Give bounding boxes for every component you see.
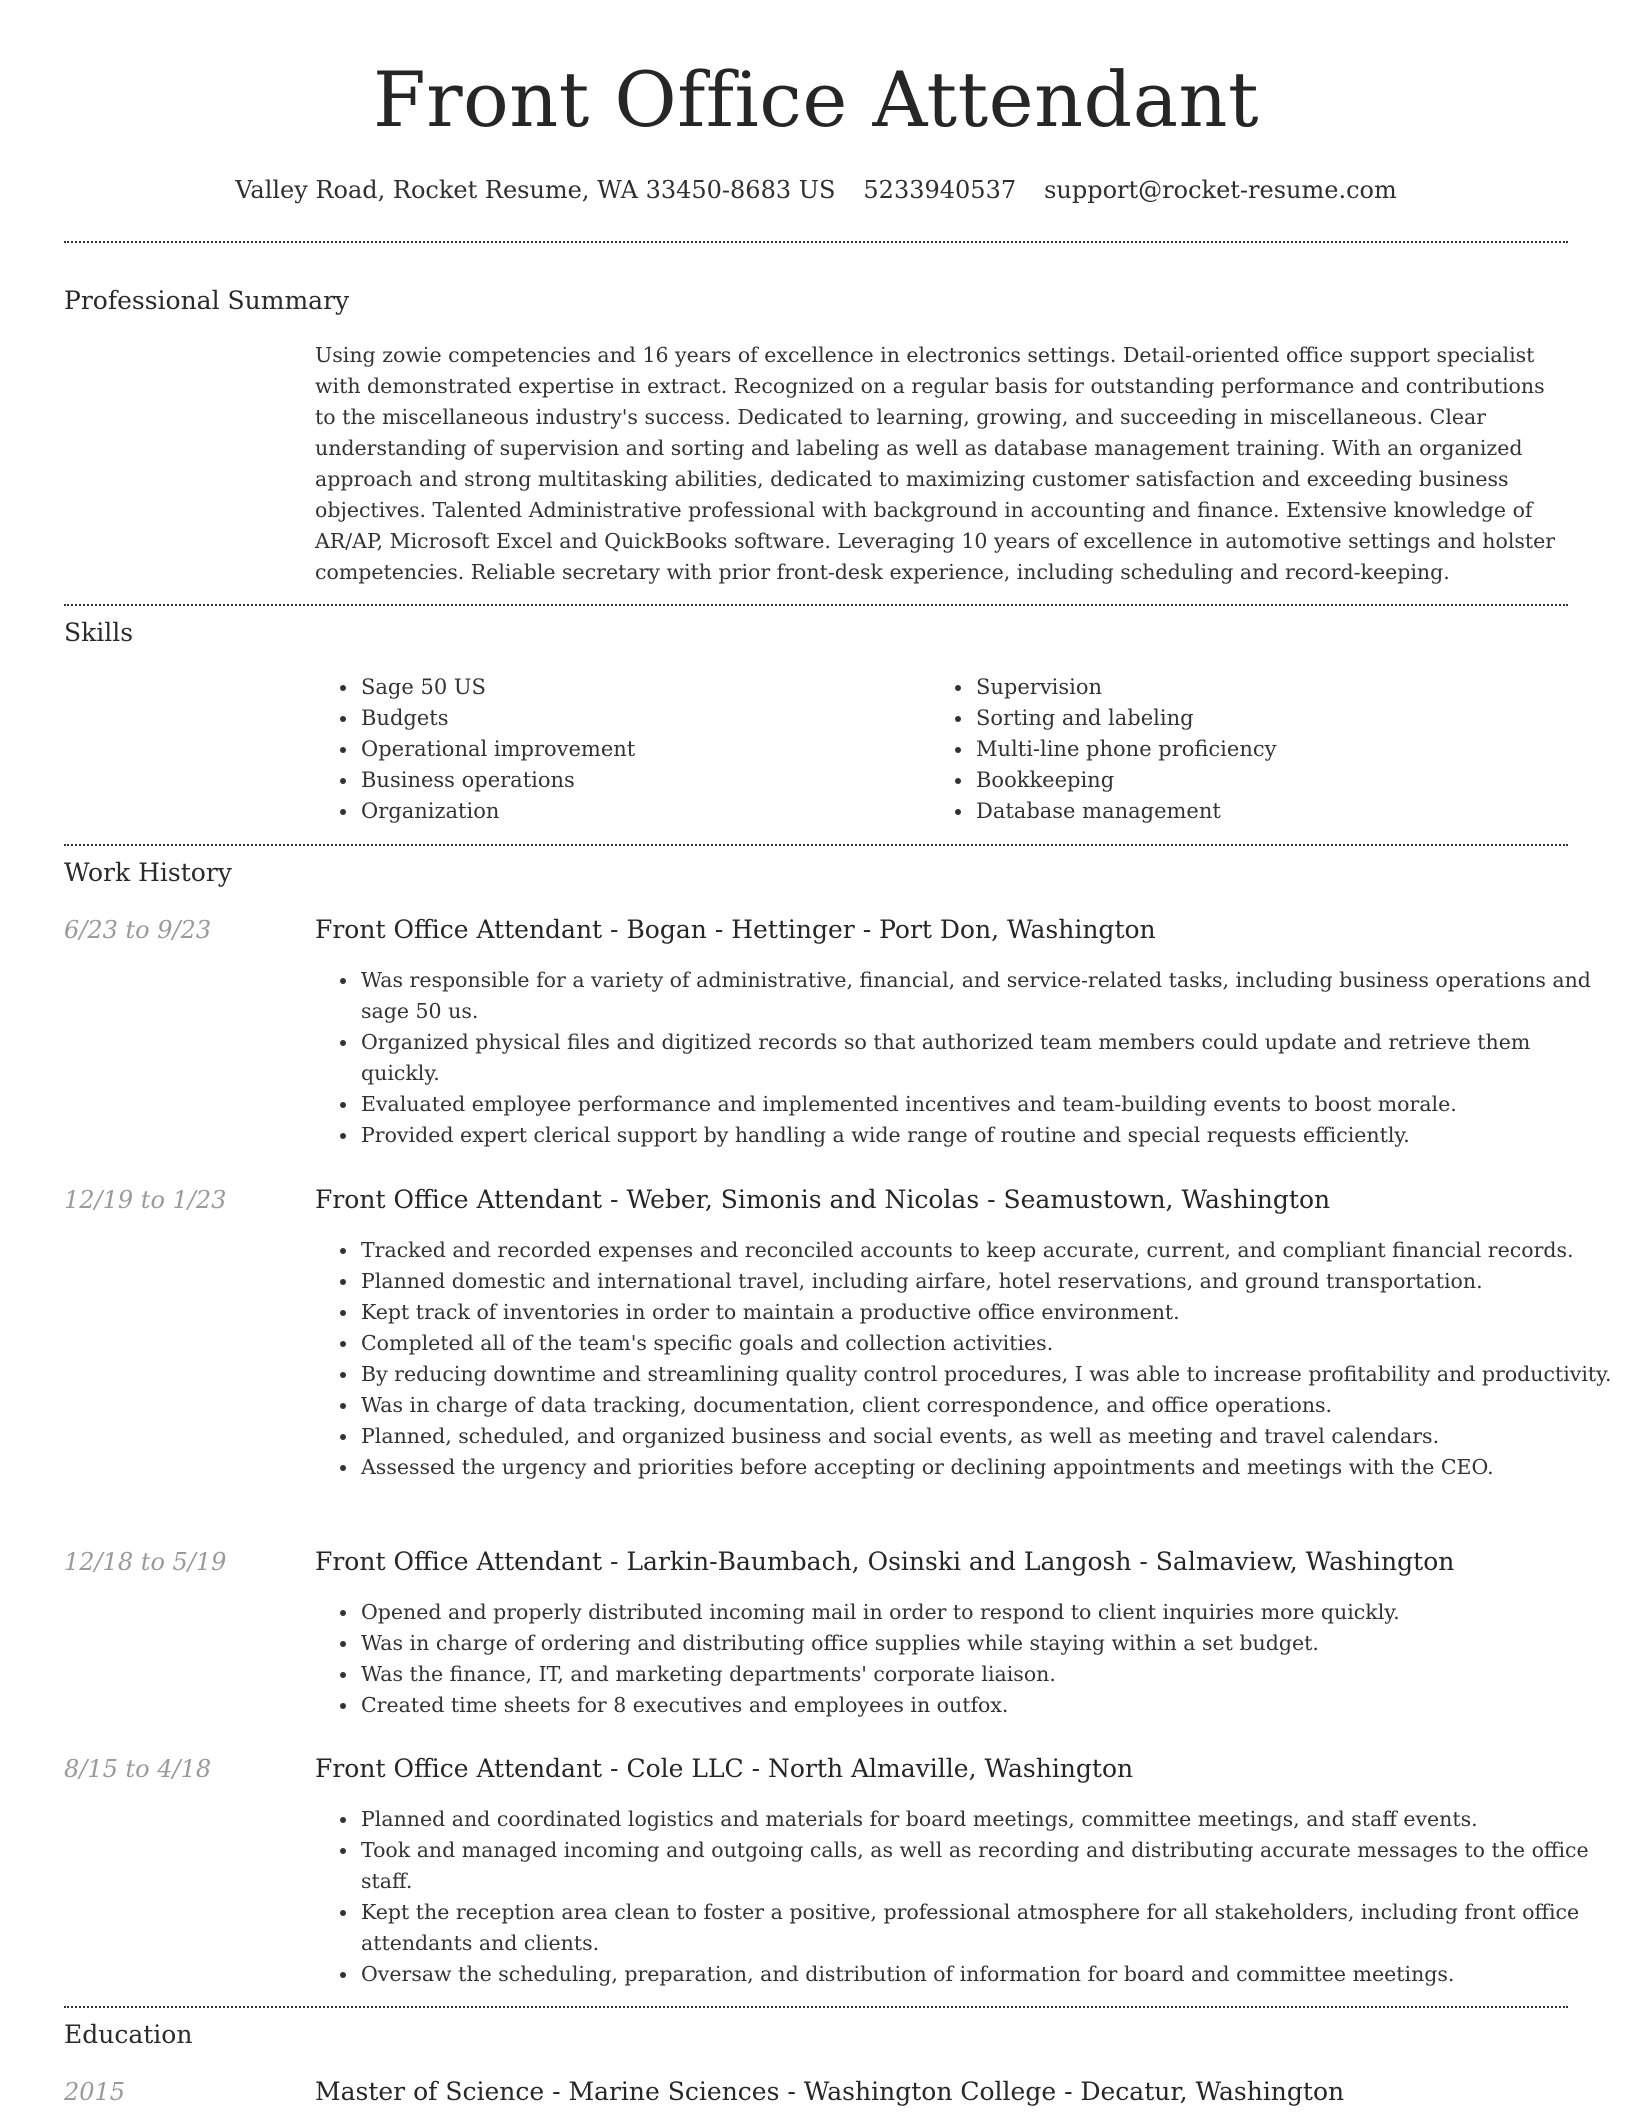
job-bullet: • Kept track of inventories in order to maintain a productive office environment. [359,1297,1614,1328]
candidate-name: Front Office Attendant [372,55,1260,144]
skills-divider [64,844,1568,846]
contact-email: support@rocket-resume.com [1044,176,1397,204]
job-bullet: • Tracked and recorded expenses and reconciled accounts to keep accurate, current, and compliant financial records. [359,1235,1614,1266]
job-bullet: • Was in charge of ordering and distributing office supplies while staying within a set budget. [359,1628,1614,1659]
header-divider [64,241,1568,243]
education-degree: Master of Science - Marine Sciences - Washington College - Decatur, Washington [315,2077,1345,2106]
skills-list-left [315,672,919,827]
job-title: Front Office Attendant - Weber, Simonis and Nicolas - Seamustown, Washington [315,1185,1331,1214]
job-bullet: • Evaluated employee performance and implemented incentives and team-building events to boost morale. [359,1089,1614,1120]
job-bullets [315,1804,1614,1990]
work-divider [64,2006,1568,2008]
job-title: Front Office Attendant - Cole LLC - North Almaville, Washington [315,1754,1134,1783]
job-bullet: • Organized physical files and digitized records so that authorized team members could update and retrieve them quickly. [359,1027,1614,1089]
skill-item: • Sorting and labeling [974,703,1574,734]
skill-item: • Bookkeeping [974,765,1574,796]
skill-item: • Business operations [359,765,919,796]
job-bullets [315,1597,1614,1721]
job-bullet: • Created time sheets for 8 executives and employees in outfox. [359,1690,1614,1721]
job-title: Front Office Attendant - Larkin-Baumbach, Osinski and Langosh - Salmaview, Washington [315,1547,1455,1576]
skill-item: • Organization [359,796,919,827]
skill-item: • Sage 50 US [359,672,919,703]
job-bullet: • Completed all of the team's specific goals and collection activities. [359,1328,1614,1359]
contact-address: Valley Road, Rocket Resume, WA 33450-8683 US [235,176,836,204]
job-bullet: • Kept the reception area clean to foster a positive, professional atmosphere for all stakeholders, including front office attendants and clients. [359,1897,1614,1959]
summary-text: Using zowie competencies and 16 years of excellence in electronics settings. Detail-oriented office support specialist with demonstrated expertise in extract. Recognized on a regular basis for outstanding performance and contributions to the miscellaneous industry's success. Dedicated to learning, growing, and succeeding in miscellaneous. Clear understanding of supervision and sorting and labeling as well as database management training. With an organized approach and strong multitasking abilities, dedicated to maximizing customer satisfaction and exceeding business objectives. Talented Administrative professional with background in accounting and finance. Extensive knowledge of AR/AP, Microsoft Excel and QuickBooks software. Leveraging 10 years of excellence in automotive settings and holster competencies. Reliable secretary with prior front-desk experience, including scheduling and record-keeping. [315,343,1556,584]
job-dates: 6/23 to 9/23 [64,916,212,944]
skills-list-right [930,672,1574,827]
job-dates: 8/15 to 4/18 [64,1755,212,1783]
job-bullet: • Planned, scheduled, and organized business and social events, as well as meeting and travel calendars. [359,1421,1614,1452]
job-bullet: • Provided expert clerical support by handling a wide range of routine and special requests efficiently. [359,1120,1614,1151]
job-bullet: • By reducing downtime and streamlining quality control procedures, I was able to increase profitability and productivity. [359,1359,1614,1390]
summary-heading: Professional Summary [64,286,350,315]
contact-line [0,170,1632,210]
education-heading: Education [64,2020,193,2049]
job-dates: 12/19 to 1/23 [64,1186,227,1214]
work-heading: Work History [64,858,232,887]
job-bullet: • Took and managed incoming and outgoing calls, as well as recording and distributing accurate messages to the office staff. [359,1835,1614,1897]
skill-item: • Budgets [359,703,919,734]
skills-heading: Skills [64,618,134,647]
job-bullet: • Was the finance, IT, and marketing departments' corporate liaison. [359,1659,1614,1690]
skill-item: • Supervision [974,672,1574,703]
job-bullet: • Opened and properly distributed incoming mail in order to respond to client inquiries more quickly. [359,1597,1614,1628]
skill-item: • Multi-line phone proficiency [974,734,1574,765]
job-bullet: • Planned domestic and international travel, including airfare, hotel reservations, and ground transportation. [359,1266,1614,1297]
contact-phone: 5233940537 [863,176,1017,204]
job-bullet: • Oversaw the scheduling, preparation, and distribution of information for board and committee meetings. [359,1959,1614,1990]
job-bullet: • Was in charge of data tracking, documentation, client correspondence, and office operations. [359,1390,1614,1421]
skill-item: • Operational improvement [359,734,919,765]
job-title: Front Office Attendant - Bogan - Hettinger - Port Don, Washington [315,915,1156,944]
job-bullets [315,1235,1614,1483]
job-bullets [315,965,1614,1151]
job-dates: 12/18 to 5/19 [64,1548,227,1576]
skill-item: • Database management [974,796,1574,827]
job-bullet: • Assessed the urgency and priorities before accepting or declining appointments and meetings with the CEO. [359,1452,1614,1483]
job-bullet: • Was responsible for a variety of administrative, financial, and service-related tasks, including business operations and sage 50 us. [359,965,1614,1027]
job-bullet: • Planned and coordinated logistics and materials for board meetings, committee meetings, and staff events. [359,1804,1614,1835]
summary-divider [64,604,1568,606]
education-year: 2015 [64,2078,126,2106]
